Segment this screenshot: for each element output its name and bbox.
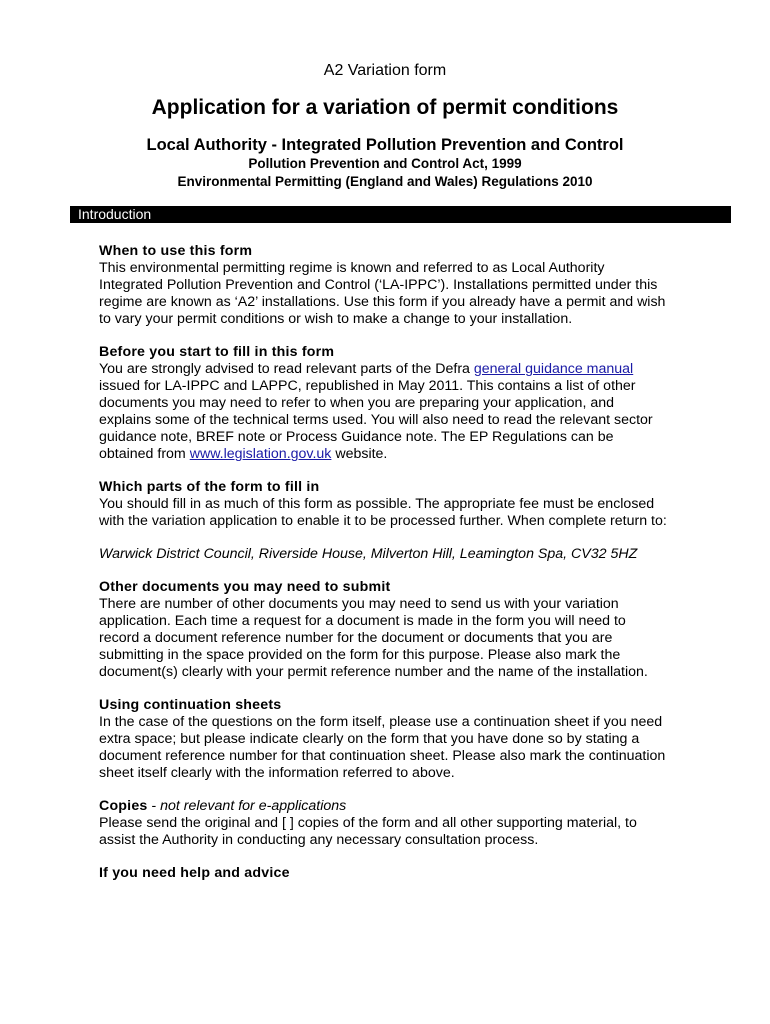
section-continuation-sheets xyxy=(99,697,669,782)
section-body: There are number of other documents you may need to send us with your variation application. Each time a request for a document is made in the form you will need to record a document reference number for the document or documents that you are submitting in the space provided on the form for this purpose. Please also mark the document(s) clearly with your permit reference number and the name of the installation. xyxy=(99,596,648,680)
introduction-content xyxy=(99,243,669,898)
section-heading: Before you start to fill in this form xyxy=(99,344,335,360)
section-which-parts xyxy=(99,479,669,563)
section-bar-introduction: Introduction xyxy=(70,206,731,223)
section-body xyxy=(99,361,669,463)
page-title: Application for a variation of permit conditions xyxy=(151,96,619,119)
legislation-gov-uk-link[interactable]: www.legislation.gov.uk xyxy=(189,446,332,462)
body-text: issued for LA-IPPC and LAPPC, republished in May 2011. This contains a list of other documents you may need to refer to when you are preparing your application, and explains some of the technical terms used. You will also need to read the relevant sector guidance note, BREF note or Process Guidance note. The EP Regulations can be obtained from xyxy=(99,378,653,462)
heading-separator: - xyxy=(147,798,161,814)
legislation-line-1: Pollution Prevention and Control Act, 1999 xyxy=(248,156,522,171)
legislation-line-2: Environmental Permitting (England and Wales) Regulations 2010 xyxy=(177,174,593,189)
section-heading: Copies xyxy=(99,798,148,814)
body-text: You are strongly advised to read relevant parts of the Defra xyxy=(99,361,474,377)
section-help-advice xyxy=(99,865,669,882)
section-body: Please send the original and [ ] copies of the form and all other supporting material, to assist the Authority in conducting any necessary consultation process. xyxy=(99,815,637,848)
section-heading: If you need help and advice xyxy=(99,865,290,881)
section-heading: Other documents you may need to submit xyxy=(99,579,391,595)
section-before-you-start xyxy=(99,344,669,463)
section-body: You should fill in as much of this form as possible. The appropriate fee must be enclosed with the variation application to enable it to be processed further. When complete return to: xyxy=(99,496,667,529)
section-heading: Using continuation sheets xyxy=(99,697,282,713)
body-text: website. xyxy=(331,446,388,462)
section-other-documents xyxy=(99,579,669,681)
page-subtitle: Local Authority - Integrated Pollution Prevention and Control xyxy=(146,136,624,154)
section-heading: When to use this form xyxy=(99,243,253,259)
form-id: A2 Variation form xyxy=(323,62,447,79)
general-guidance-manual-link[interactable]: general guidance manual xyxy=(473,361,634,377)
copies-heading-line xyxy=(99,798,669,815)
section-body: In the case of the questions on the form itself, please use a continuation sheet if you need extra space; but please indicate clearly on the form that you have done so by stating a document reference number for that continuation sheet. Please also mark the continuation sheet itself clearly with the information referred to above. xyxy=(99,714,666,781)
section-body: This environmental permitting regime is known and referred to as Local Authority Integrated Pollution Prevention and Control (‘LA-IPPC’). Installations permitted under this regime are known as ‘A2’ installations. Use this form if you already have a permit and wish to vary your permit conditions or wish to make a change to your installation. xyxy=(99,260,666,327)
section-copies xyxy=(99,798,669,849)
return-address: Warwick District Council, Riverside House, Milverton Hill, Leamington Spa, CV32 5HZ xyxy=(99,546,638,562)
section-when-to-use xyxy=(99,243,669,328)
copies-note: not relevant for e-applications xyxy=(160,798,347,814)
section-heading: Which parts of the form to fill in xyxy=(99,479,320,495)
